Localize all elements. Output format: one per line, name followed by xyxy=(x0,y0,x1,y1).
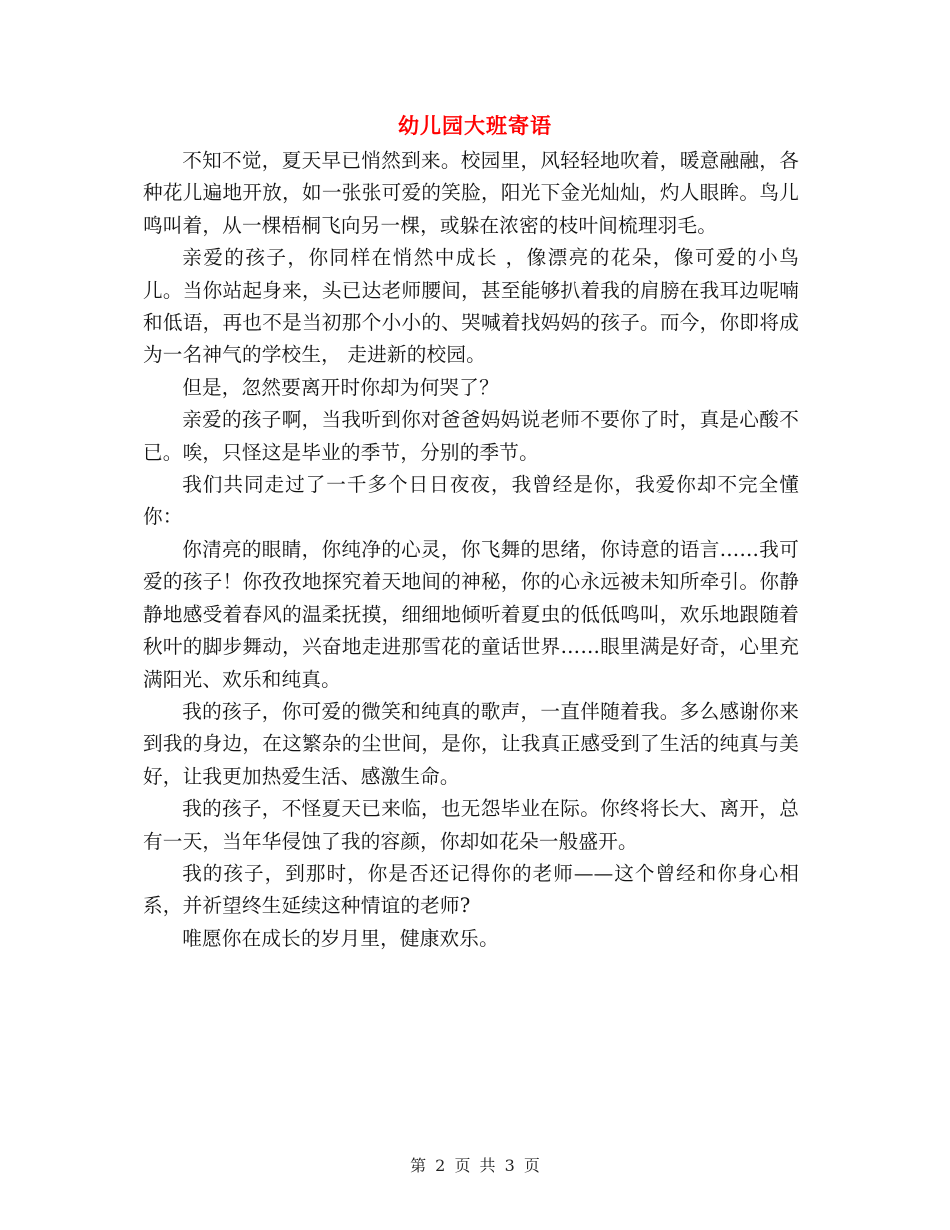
paragraph-1: 不知不觉，夏天早已悄然到来。校园里，风轻轻地吹着，暖意融融，各种花儿遍地开放，如一张张可爱的笑脸，阳光下金光灿灿，灼人眼眸。鸟儿鸣叫着，从一棵梧桐飞向另一棵，或躲在浓密的枝叶间梳理羽毛。 xyxy=(143,149,799,237)
paragraph-4: 亲爱的孩子啊，当我听到你对爸爸妈妈说老师不要你了时，真是心酸不已。唉，只怪这是毕业的季节，分别的季节。 xyxy=(143,408,799,464)
paragraph-9: 我的孩子，到那时，你是否还记得你的老师——这个曾经和你身心相系，并祈望终生延续这种情谊的老师? xyxy=(143,861,799,918)
paragraph-8: 我的孩子，不怪夏天已来临，也无怨毕业在际。你终将长大、离开，总有一天，当年华侵蚀了我的容颜，你却如花朵一般盛开。 xyxy=(143,797,799,853)
paragraph-5: 我们共同走过了一千多个日日夜夜，我曾经是你，我爱你却不完全懂你： xyxy=(143,473,799,529)
paragraph-2: 亲爱的孩子，你同样在悄然中成长 ，像漂亮的花朵，像可爱的小鸟儿。当你站起身来，头已达老师腰间，甚至能够扒着我的肩膀在我耳边呢喃和低语，再也不是当初那个小小的、哭喊着找妈妈的孩子。而今，你即将成为一名神气的学校生， 走进新的校园。 xyxy=(143,246,799,367)
document-body xyxy=(143,145,799,955)
paragraph-6: 你清亮的眼睛，你纯净的心灵，你飞舞的思绪，你诗意的语言……我可爱的孩子！你孜孜地探究着天地间的神秘，你的心永远被未知所牵引。你静静地感受着春风的温柔抚摸，细细地倾听着夏虫的低低鸣叫，欢乐地跟随着秋叶的脚步舞动，兴奋地走进那雪花的童话世界……眼里满是好奇，心里充满阳光、欢乐和纯真。 xyxy=(143,537,799,691)
document-title: 幼儿园大班寄语 xyxy=(398,114,552,138)
page-number-footer: 第 2 页 共 3 页 xyxy=(410,1156,540,1175)
paragraph-7: 我的孩子，你可爱的微笑和纯真的歌声，一直伴随着我。多么感谢你来到我的身边，在这繁杂的尘世间，是你，让我真正感受到了生活的纯真与美好，让我更加热爱生活、感激生命。 xyxy=(143,699,799,788)
paragraph-10: 唯愿你在成长的岁月里，健康欢乐。 xyxy=(182,926,499,950)
paragraph-3: 但是，忽然要离开时你却为何哭了？ xyxy=(182,375,499,399)
